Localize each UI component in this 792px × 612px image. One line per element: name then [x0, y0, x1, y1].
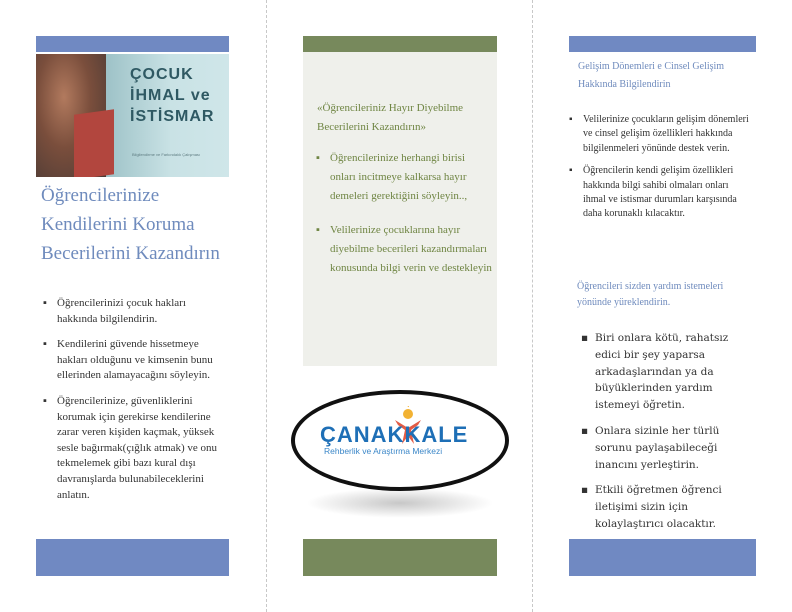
- fold-line-1: [266, 0, 267, 612]
- list-item-text: Öğrencilerinizi çocuk hakları hakkında bilgilendirin.: [57, 297, 186, 325]
- list-item-text: Etkili öğretmen öğrenci iletişimi sizin için kolaylaştırıcı olacaktır.: [595, 484, 722, 530]
- list-item: [566, 113, 750, 156]
- bullet-icon: ▪: [43, 338, 47, 351]
- panel3-heading: Gelişim Dönemleri e Cinsel Gelişim Hakkında Bilgilendirin: [578, 61, 725, 90]
- bullet-icon: ▪: [569, 165, 573, 177]
- bullet-icon: ▪: [569, 114, 573, 125]
- list-item-text: Velilerinize çocuklarına hayır diyebilme becerileri kazandırmaları konusunda bilgi verin ve destekleyin: [330, 224, 492, 274]
- bullet-icon: ▪: [581, 332, 589, 344]
- hero-title-line: İHMAL ve: [130, 87, 211, 104]
- list-item-text: Öğrencilerin kendi gelişim özellikleri hakkında bilgi sahibi olmaları onları ihmal ve istismar durumları karşısında daha korunaklı kılacaktır.: [583, 165, 737, 220]
- list-item: [40, 296, 228, 327]
- panel2-quote: «Öğrencileriniz Hayır Diyebilme Becerilerini Kazandırın»: [317, 102, 464, 133]
- footer-bar-panel3: [569, 539, 756, 576]
- hero-title-line: İSTİSMAR: [130, 108, 215, 125]
- bullet-icon: ▪: [581, 484, 589, 497]
- list-item: [578, 423, 756, 473]
- bullet-icon: ▪: [43, 297, 47, 309]
- list-item: [578, 482, 756, 532]
- footer-bar-panel2: [303, 539, 497, 576]
- list-item-text: Öğrencilerinize, güvenliklerini korumak için gerekirse kendilerine zarar veren kişiden kaçmak, yüksek sesle bağırmak(çığlık atmak) ve onu tekmelemek gibi bazı kural dışı davranışlarda bulunabileceklerini anlatın.: [57, 394, 218, 501]
- list-item-text: Kendilerini güvende hissetmeye hakları olduğunu ve kimsenin bunu ellerinden alamayacağını söyleyin.: [57, 338, 213, 382]
- footer-bar-panel1: [36, 539, 229, 576]
- help-note: Öğrencileri sizden yardım istemeleri yönünde yüreklendirin.: [577, 281, 724, 308]
- fold-line-2: [532, 0, 533, 612]
- list-item: [40, 394, 228, 503]
- bullet-icon: ▪: [43, 394, 47, 407]
- logo-subtitle: Rehberlik ve Araştırma Merkezi: [324, 446, 443, 456]
- list-item: [566, 164, 750, 222]
- book-illustration: [74, 109, 114, 177]
- hero-caption: Bilgilendirme ve Farkındalık Çalışması: [132, 152, 201, 157]
- top-bar-panel2: [303, 36, 497, 52]
- panel2-bullet-list: [313, 149, 493, 293]
- top-bar-panel3: [569, 36, 756, 52]
- logo-shadow: [306, 488, 494, 518]
- hero-image: [36, 54, 229, 177]
- logo-name: ÇANAKKALE: [320, 422, 469, 447]
- panel3-bullet-list-2: [578, 330, 756, 542]
- list-item: [313, 221, 493, 278]
- hero-title-line: ÇOCUK: [130, 66, 194, 83]
- list-item-text: Öğrencilerinize herhangi birisi onları incitmeye kalkarsa hayır demeleri gerektiğini söyleyin..,: [330, 152, 468, 202]
- list-item: [40, 337, 228, 384]
- top-bar-panel1: [36, 36, 229, 52]
- list-item-text: Onlara sizinle her türlü sorunu paylaşabileceği inancını yerleştirin.: [595, 424, 720, 471]
- list-item: [578, 330, 756, 414]
- list-item-text: Biri onlara kötü, rahatsız edici bir şey yaparsa arkadaşlarından ya da büyüklerinden yardım istemeyi öğretin.: [595, 332, 729, 412]
- bullet-icon: ▪: [316, 224, 320, 236]
- panel3-bullet-list: [566, 113, 750, 230]
- panel1-bullet-list: [40, 296, 228, 513]
- bullet-icon: ▪: [581, 424, 589, 437]
- list-item-text: Velilerinize çocukların gelişim dönemleri ve cinsel gelişim özellikleri hakkında bilgilenmeleri yönünde destek verin.: [583, 114, 749, 154]
- panel1-title: Öğrencilerinize Kendilerini Koruma Becerilerini Kazandırın: [41, 185, 220, 264]
- bullet-icon: ▪: [316, 152, 320, 164]
- list-item: [313, 149, 493, 206]
